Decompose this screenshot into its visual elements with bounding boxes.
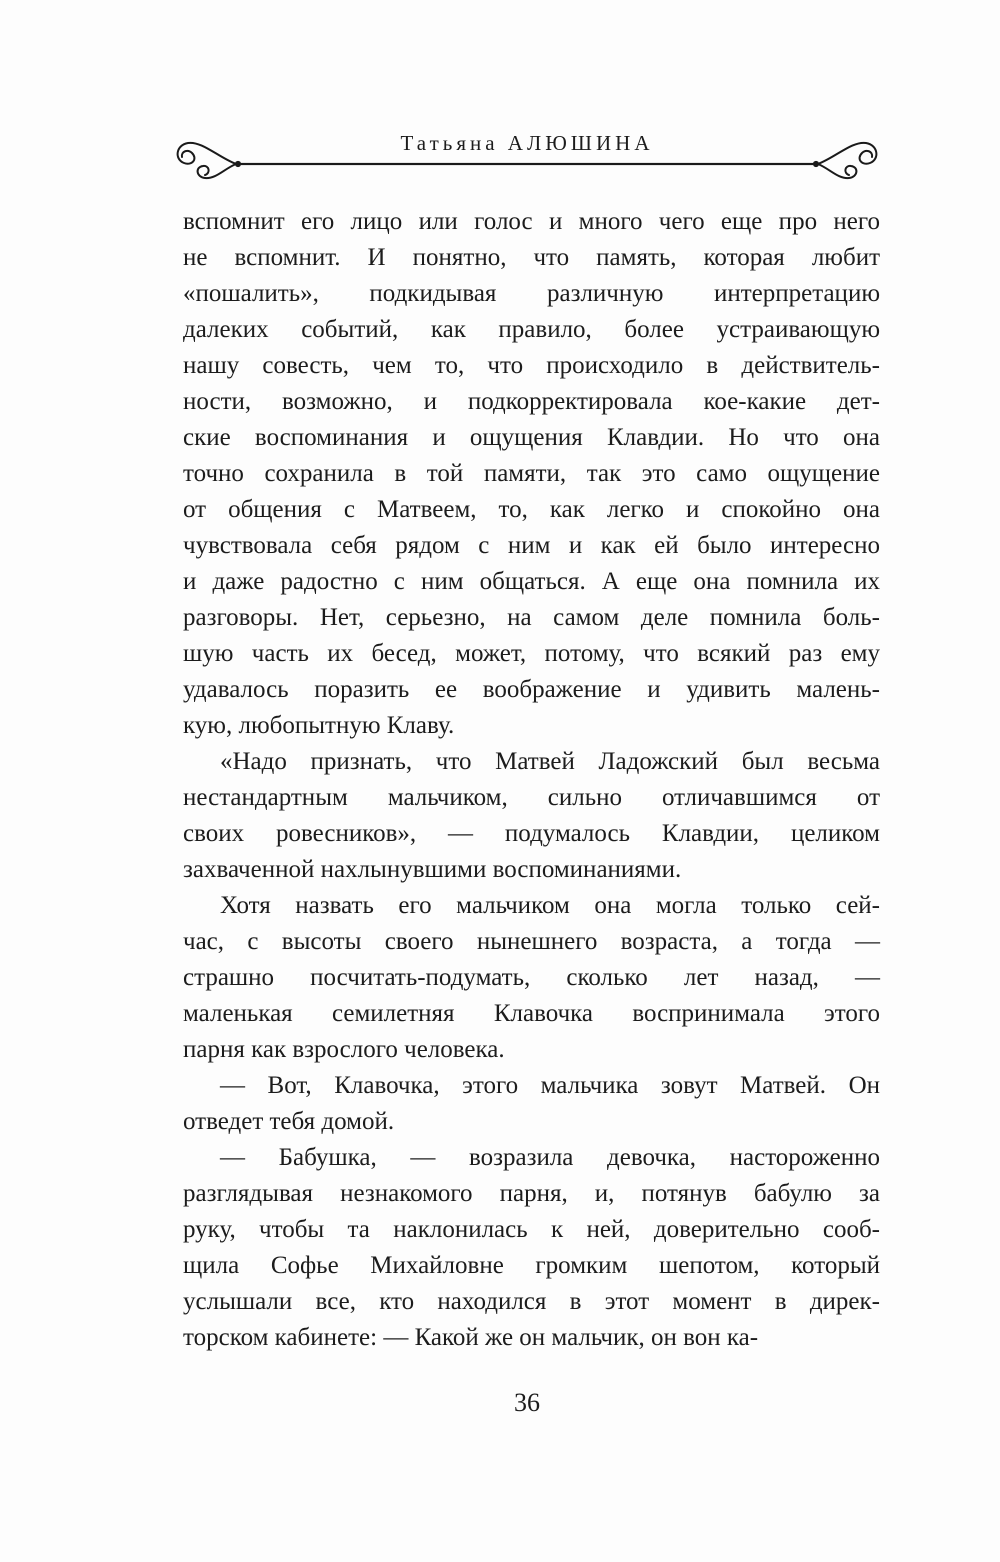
text-line: отведет тебя домой. <box>183 1108 395 1135</box>
text-line: парня как взрослого человека. <box>183 1036 505 1063</box>
text-line: разглядывая незнакомого парня, и, потянув бабулю за <box>183 1180 880 1207</box>
text-line: своих ровесников», — подумалось Клавдии, целиком <box>183 820 880 847</box>
text-line: нашу совесть, чем то, что происходило в действитель- <box>183 352 880 379</box>
author-name: Татьяна АЛЮШИНА <box>400 131 654 155</box>
text-line: захваченной нахлынувшими воспоминаниями. <box>183 856 682 883</box>
text-line: торском кабинете: — Какой же он мальчик, он вон ка- <box>183 1324 759 1351</box>
text-line: Хотя назвать его мальчиком она могла только сей- <box>220 892 880 919</box>
text-line: удавалось поразить ее воображение и удивить малень- <box>183 676 880 703</box>
page-footer <box>172 1386 882 1420</box>
paragraph <box>183 1140 880 1356</box>
text-line: чувствовала себя рядом с ним и как ей было интересно <box>183 532 880 559</box>
text-line: «пошалить», подкидывая различную интерпретацию <box>183 280 880 307</box>
text-line: щила Софье Михайловне громким шепотом, который <box>183 1252 880 1279</box>
text-line: услышали все, кто находился в этот момент в дирек- <box>183 1288 880 1315</box>
text-line: нестандартным мальчиком, сильно отличавшимся от <box>183 784 880 811</box>
text-line: час, с высоты своего нынешнего возраста, а тогда — <box>183 928 880 955</box>
page-number: 36 <box>514 1388 540 1417</box>
text-line: от общения с Матвеем, то, как легко и спокойно она <box>183 496 880 523</box>
text-line: страшно посчитать-подумать, сколько лет назад, — <box>183 964 880 991</box>
page-header <box>172 130 882 190</box>
text-line: разговоры. Нет, серьезно, на самом деле помнила боль- <box>183 604 880 631</box>
paragraph <box>183 204 880 744</box>
text-line: маленькая семилетняя Клавочка воспринимала этого <box>183 1000 880 1027</box>
paragraph <box>183 1068 880 1140</box>
header-rule <box>241 163 813 165</box>
text-line: и даже радостно с ним общаться. А еще она помнила их <box>183 568 880 595</box>
text-line: не вспомнит. И понятно, что память, которая любит <box>183 244 880 271</box>
text-line: ские воспоминания и ощущения Клавдии. Но что она <box>183 424 880 451</box>
text-line: кую, любопытную Клаву. <box>183 712 455 739</box>
text-line: ности, возможно, и подкорректировала кое-какие дет- <box>183 388 880 415</box>
text-line: — Бабушка, — возразила девочка, настороженно <box>220 1144 880 1171</box>
text-line: «Надо признать, что Матвей Ладожский был весьма <box>220 748 880 775</box>
text-line: — Вот, Клавочка, этого мальчика зовут Матвей. Он <box>220 1072 880 1099</box>
paragraph <box>183 744 880 888</box>
text-line: точно сохранила в той памяти, так это само ощущение <box>183 460 880 487</box>
text-line: далеких событий, как правило, более устраивающую <box>183 316 880 343</box>
paragraph <box>183 888 880 1068</box>
text-line: шую часть их бесед, может, потому, что всякий раз ему <box>183 640 880 667</box>
text-column <box>183 204 880 1356</box>
text-line: вспомнит его лицо или голос и много чего еще про него <box>183 208 880 235</box>
text-line: руку, чтобы та наклонилась к ней, доверительно сооб- <box>183 1216 880 1243</box>
